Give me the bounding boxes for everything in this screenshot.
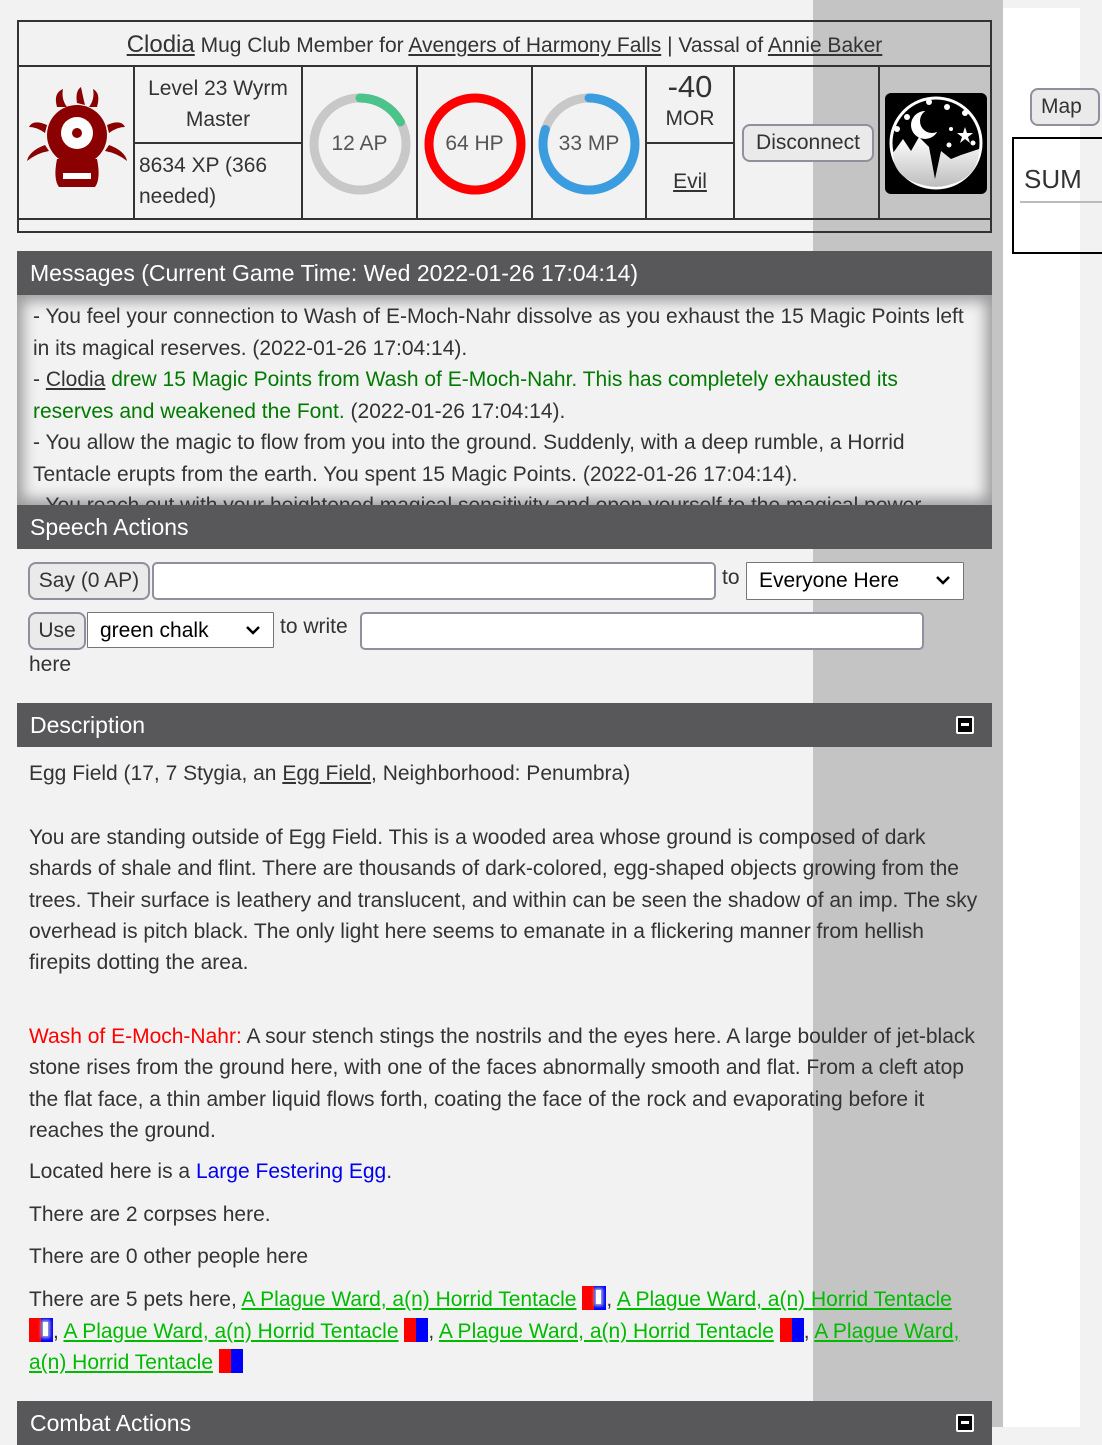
chevron-down-icon [245,613,261,647]
description-header [17,703,992,747]
hp-label: 64 HP [445,131,504,155]
location-type-link[interactable]: Egg Field [282,762,372,785]
morality-cell [647,67,735,220]
alignment-link[interactable]: Evil [673,170,707,193]
speech-actions-header [17,505,992,549]
collapse-icon[interactable] [956,716,974,734]
speech-actions-title: Speech Actions [30,514,189,540]
speech-target-select[interactable] [746,562,964,600]
pet-status-icon [404,1318,428,1342]
morality-label: MOR [665,107,715,130]
vassal-text: | Vassal of [667,34,764,57]
class-avatar-cell [19,67,135,220]
night-sky-icon [885,93,987,194]
message-item: - You feel your connection to Wash of E-Moch-Nahr dissolve as you exhaust the 15 Magic Points left in its magical reserves. (2022-01-26 17:04:14). [33,305,964,360]
membership-text: Mug Club Member for [200,34,404,57]
pet-link[interactable]: A Plague Ward, a(n) Horrid Tentacle [616,1288,952,1311]
font-description: Wash of E-Moch-Nahr: A sour stench stings the nostrils and the eyes here. A large boulder of jet-black stone rises from the ground here, with one of the faces abnormally smooth and flat. From a cleft atop the flat face, a thin amber liquid flows forth, coating the face of the rock and evaporating before it reaches the ground. [29,1025,975,1142]
status-footer [19,222,990,233]
font-name: Wash of E-Moch-Nahr: [29,1025,242,1048]
speech-target-value: Everyone Here [759,569,900,592]
say-input[interactable] [152,562,716,600]
chalk-value: green chalk [100,619,209,642]
message-item: - You allow the magic to flow from you into the ground. Suddenly, with a deep rumble, a Horrid Tentacle erupts from the earth. You spent 15 Magic Points. (2022-01-26 17:04:14). [33,431,905,486]
plane-icon-cell [880,67,992,220]
messages-header [17,251,992,295]
combat-actions-header [17,1401,992,1445]
pet-link[interactable]: A Plague Ward, a(n) Horrid Tentacle [438,1319,774,1343]
location-title: Egg Field (17, 7 Stygia, an Egg Field, Neighborhood: Penumbra) [29,762,631,785]
character-name-link[interactable]: Clodia [126,31,195,58]
description-title: Description [30,712,146,738]
ap-cell [303,67,418,220]
chevron-down-icon [935,563,951,599]
pets-list: There are 5 pets here, A Plague Ward, a(n) Horrid Tentacle , A Plague Ward, a(n) Horrid Tentacle , A Plague Ward, a(n) Horrid Tentacle , A Plague Ward, a(n) Horrid Tentacle , A Plague Ward, a(n) Horrid Tentacle [29,1288,960,1374]
hp-ring [423,92,527,196]
level-xp-cell [135,67,303,220]
liege-link[interactable]: Annie Baker [767,34,883,57]
collapse-icon[interactable] [956,1414,974,1432]
status-row [19,67,990,220]
pet-link[interactable]: A Plague Ward, a(n) Horrid Tentacle [63,1319,399,1343]
item-link[interactable]: Large Festering Egg [195,1160,387,1183]
messages-title: Messages (Current Game Time: Wed 2022-01-26 17:04:14) [30,260,639,286]
map-button[interactable]: Map [1030,88,1100,126]
say-button[interactable]: Say (0 AP) [28,562,150,600]
message-actor-link[interactable]: Clodia [45,368,106,391]
pet-status-icon [29,1318,53,1342]
disconnect-cell [735,67,880,220]
people-text: There are 0 other people here [29,1245,309,1268]
to-label: to [722,566,740,589]
location-description: You are standing outside of Egg Field. This is a wooded area whose ground is composed of dark shards of shale and flint. There are thousands of dark-colored, egg-shaped objects growing from the trees. Their surface is leathery and translucent, and within can be seen the shadow of an imp. The sky overhead is pitch black. The only light here seems to emanate in a flickering manner from hellish firepits dotting the area. [29,826,978,975]
character-title-bar [19,22,990,67]
xp-label: 8634 XP (366 needed) [139,154,268,208]
corpses-text: There are 2 corpses here. [29,1203,271,1226]
message-item: - Clodia drew 15 Magic Points from Wash of E-Moch-Nahr. This has completely exhausted its reserves and weakened the Font. (2022-01-26 17:04:14). [33,368,898,423]
mp-ring [537,92,641,196]
message-green-text: drew 15 Magic Points from Wash of E-Moch-Nahr. This has completely exhausted its reserves and weakened the Font. [33,368,898,423]
character-status-panel [17,20,992,233]
pet-status-icon [780,1318,804,1342]
here-label: here [29,653,72,676]
pet-link[interactable]: A Plague Ward, a(n) Horrid Tentacle [241,1288,577,1311]
pet-status-icon [219,1349,243,1373]
divider [1020,201,1102,203]
disconnect-button[interactable]: Disconnect [742,124,874,162]
ap-label: 12 AP [331,131,388,155]
right-panel [1003,8,1080,1427]
messages-log[interactable] [17,295,992,505]
use-button[interactable]: Use [28,612,86,650]
ap-ring [308,92,412,196]
chalk-select[interactable] [87,612,274,648]
pet-link[interactable]: A Plague Ward, a(n) Horrid Tentacle [29,1319,960,1374]
pet-status-icon [582,1286,606,1310]
combat-actions-title: Combat Actions [30,1410,192,1436]
summary-title: SUM [1024,164,1082,194]
items-here: Located here is a Large Festering Egg. [29,1160,393,1183]
mp-cell [533,67,647,220]
hp-cell [418,67,533,220]
faction-link[interactable]: Avengers of Harmony Falls [408,34,662,57]
to-write-label: to write [280,615,348,638]
level-class-label: Level 23 Wyrm Master [148,77,288,131]
write-input[interactable] [360,612,924,650]
class-emblem-icon [27,89,127,193]
morality-value: -40 [667,69,713,104]
mp-label: 33 MP [558,131,620,155]
summary-box [1012,137,1102,254]
